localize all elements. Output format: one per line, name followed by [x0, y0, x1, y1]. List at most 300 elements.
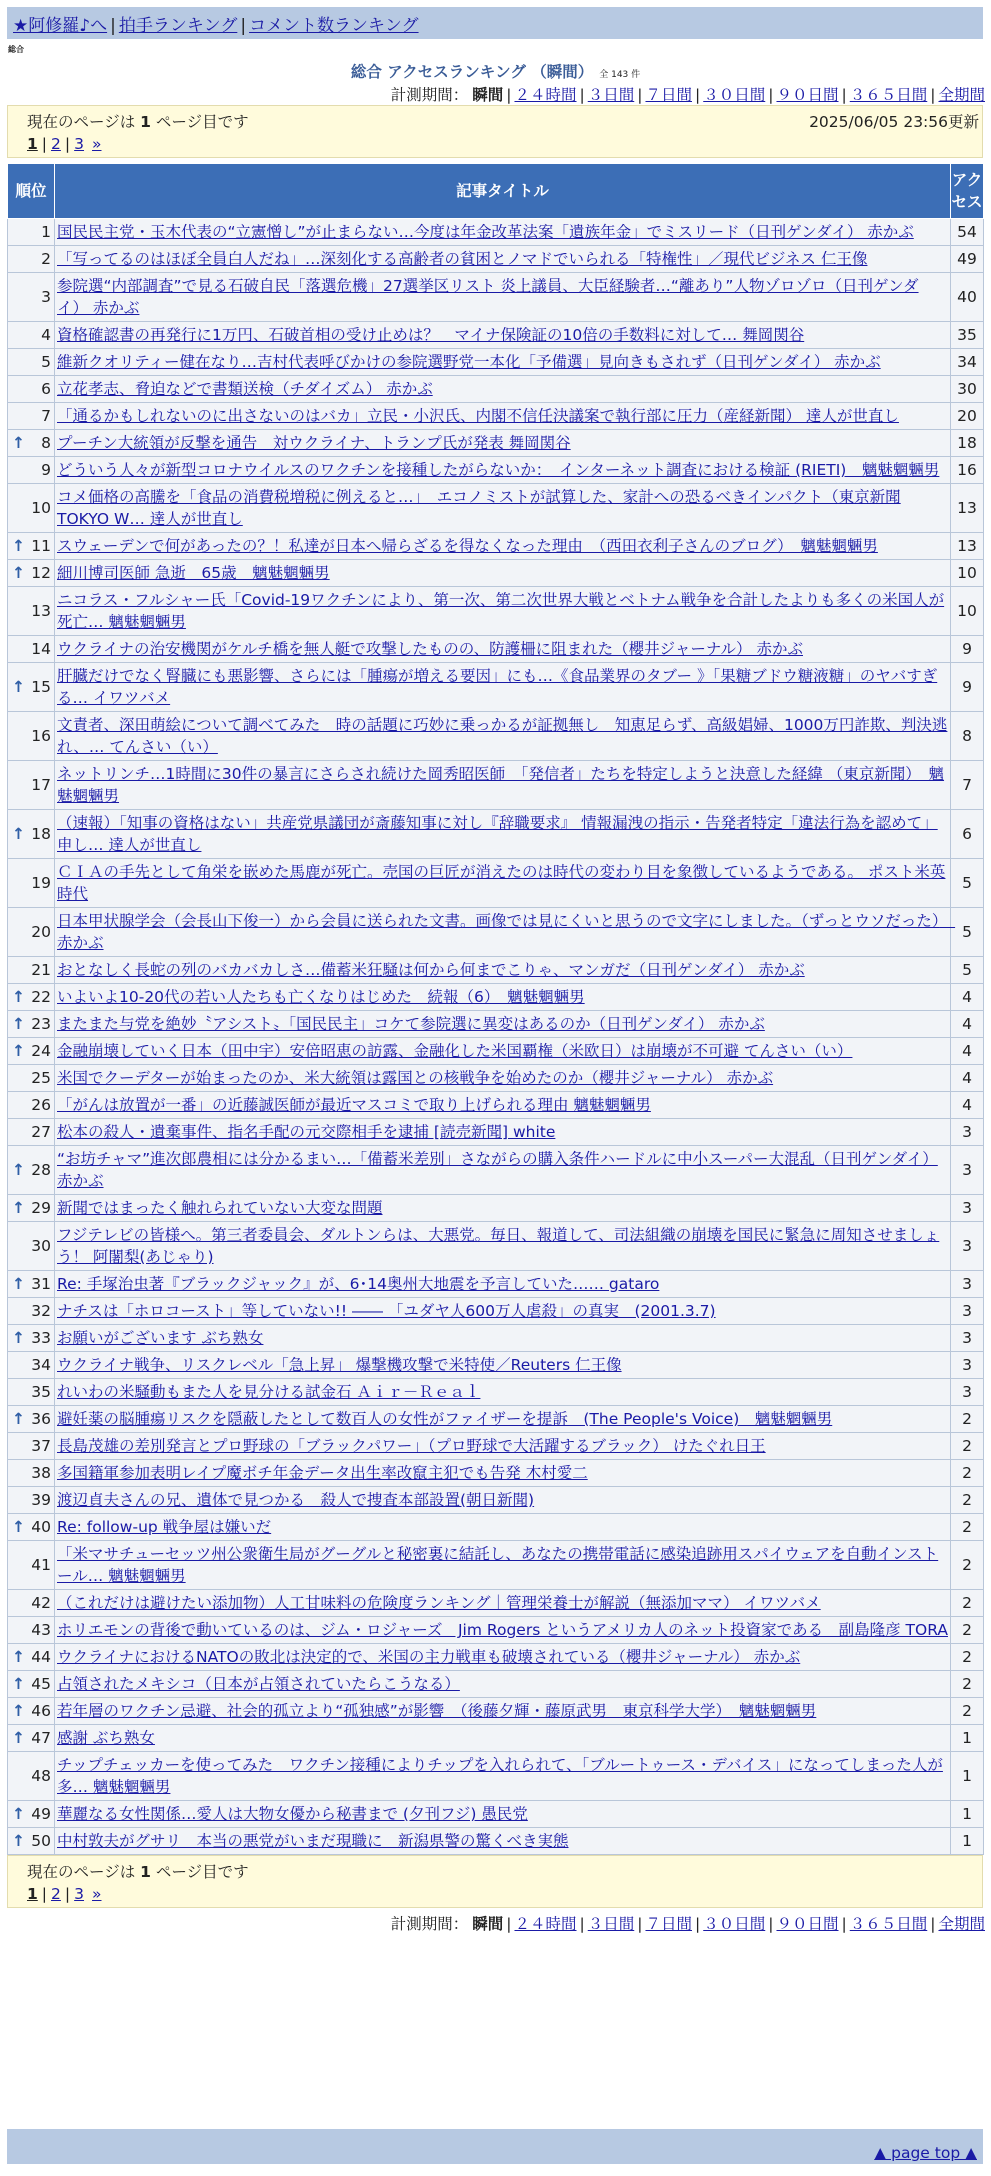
rank-cell	[8, 1752, 55, 1801]
article-link[interactable]: （これだけは避けたい添加物）人工甘味料の危険度ランキング｜管理栄養士が解説（無添加ママ） イワツバメ	[57, 1594, 821, 1612]
rank-cell	[8, 1541, 55, 1590]
access-count: 3	[951, 1379, 984, 1406]
title-cell	[55, 1011, 951, 1038]
period-current: 瞬間	[472, 86, 504, 104]
rank-cell	[8, 908, 55, 957]
pager-next[interactable]: »	[92, 1885, 102, 1903]
rank-cell	[8, 810, 55, 859]
table-row	[8, 1011, 984, 1038]
title-cell	[55, 1379, 951, 1406]
table-row	[8, 712, 984, 761]
article-link[interactable]: コメ価格の高騰を「食品の消費税増税に例えると…」 エコノミストが試算した、家計への恐るべきインパクト（東京新聞TOKYO W… 達人が世直し	[57, 488, 901, 528]
title-cell	[55, 484, 951, 533]
table-row	[8, 322, 984, 349]
access-count: 3	[951, 1146, 984, 1195]
current-page-text: 現在のページは 1 ページ目です	[27, 113, 249, 131]
table-row	[8, 1828, 984, 1855]
rank-number: 3	[41, 288, 51, 306]
title-cell	[55, 1617, 951, 1644]
pager-current: 1	[27, 1885, 38, 1903]
table-row	[8, 1541, 984, 1590]
access-count: 2	[951, 1514, 984, 1541]
nav-separator: |	[240, 16, 247, 36]
pager-top: 1 | 2 | 3 »	[27, 135, 102, 153]
table-row	[8, 1379, 984, 1406]
rank-up-arrow-icon: ↑	[12, 1518, 25, 1536]
period-current: 瞬間	[472, 1915, 504, 1933]
table-row	[8, 273, 984, 322]
pager-current: 1	[27, 135, 38, 153]
title-header: 記事タイトル	[55, 164, 951, 219]
pager-page-2[interactable]: 2	[51, 1885, 61, 1903]
article-link[interactable]: 若年層のワクチン忌避、社会的孤立より“孤独感”が影響 （後藤夕輝・藤原武男 東京科学大学） 魑魅魍魎男	[57, 1702, 817, 1720]
period-label: 計測期間：	[390, 1915, 469, 1933]
page-top-link[interactable]: ▲ page top ▲	[874, 2144, 977, 2162]
access-count: 3	[951, 1298, 984, 1325]
period-option[interactable]: ３０日間	[703, 1915, 766, 1933]
title-cell	[55, 761, 951, 810]
access-count: 54	[951, 219, 984, 246]
rank-cell	[8, 376, 55, 403]
article-link[interactable]: お願いがございます ぶち熟女	[57, 1329, 264, 1347]
period-option[interactable]: ９０日間	[776, 1915, 839, 1933]
table-row	[8, 560, 984, 587]
table-row	[8, 1092, 984, 1119]
rank-cell	[8, 1590, 55, 1617]
table-row	[8, 984, 984, 1011]
title-cell	[55, 810, 951, 859]
article-link[interactable]: 多国籍軍参加表明レイプ魔ボチ年金データ出生率改竄主犯でも告発 木村愛二	[57, 1464, 588, 1482]
article-link[interactable]: 「写ってるのはほぼ全員白人だね」…深刻化する高齢者の貧困とノマドでいられる「特権性」／現代ビジネス 仁王像	[57, 250, 868, 268]
rank-up-arrow-icon: ↑	[12, 1702, 25, 1720]
rank-up-arrow-icon: ↑	[12, 1042, 25, 1060]
table-row	[8, 1325, 984, 1352]
access-count: 4	[951, 1011, 984, 1038]
bottom-bar	[7, 2129, 983, 2164]
access-count: 4	[951, 984, 984, 1011]
rank-up-arrow-icon: ↑	[12, 1015, 25, 1033]
access-count: 35	[951, 322, 984, 349]
category-label: 総合	[8, 45, 24, 54]
rank-cell	[8, 533, 55, 560]
rank-cell	[8, 1222, 55, 1271]
article-link[interactable]: 占領されたメキシコ（日本が占領されていたらこうなる）	[57, 1675, 460, 1693]
rank-up-arrow-icon: ↑	[12, 537, 25, 555]
article-link[interactable]: ウクライナの治安機関がケルチ橋を無人艇で攻撃したものの、防護柵に阻まれた（櫻井ジャーナル） 赤かぶ	[57, 640, 803, 658]
rank-cell	[8, 1460, 55, 1487]
table-row	[8, 1671, 984, 1698]
rank-number: 12	[31, 564, 51, 582]
article-link[interactable]: 渡辺貞夫さんの兄、遺体で見つかる 殺人で捜査本部設置(朝日新聞)	[57, 1491, 535, 1509]
rank-number: 38	[31, 1464, 51, 1482]
rank-cell	[8, 957, 55, 984]
article-link[interactable]: ニコラス・フルシャー氏「Covid-19ワクチンにより、第一次、第二次世界大戦とベトナム戦争を合計したよりも多くの米国人が死亡… 魑魅魍魎男	[57, 591, 945, 631]
rank-cell	[8, 1433, 55, 1460]
article-link[interactable]: 維新クオリティー健在なり…吉村代表呼びかけの参院選野党一本化「予備選」見向きもされず（日刊ゲンダイ） 赤かぶ	[57, 353, 881, 371]
rank-cell	[8, 1119, 55, 1146]
rank-cell	[8, 663, 55, 712]
access-count: 18	[951, 430, 984, 457]
table-row	[8, 761, 984, 810]
ranking-table	[7, 163, 984, 1855]
pager-page-3[interactable]: 3	[74, 135, 85, 153]
rank-cell	[8, 1406, 55, 1433]
pager-bottom: 1 | 2 | 3 »	[27, 1885, 102, 1903]
rank-cell	[8, 1352, 55, 1379]
article-link[interactable]: 新聞ではまったく触れられていない大変な問題	[57, 1199, 383, 1217]
title-cell	[55, 663, 951, 712]
access-count: 5	[951, 859, 984, 908]
rank-cell	[8, 984, 55, 1011]
period-selector-bottom: 計測期間： 瞬間 | ２４時間 | ３日間 | ７日間 | ３０日間 | ９０日間 | ３６５日間 | 全期間	[390, 1915, 985, 1933]
rank-number: 49	[31, 1805, 51, 1823]
table-row	[8, 636, 984, 663]
rank-up-arrow-icon: ↑	[12, 1675, 25, 1693]
rank-cell	[8, 1146, 55, 1195]
rank-number: 20	[31, 923, 51, 941]
article-link[interactable]: 金融崩壊していく日本（田中宇）安倍昭恵の訪露、金融化した米国覇権（米欧日）は崩壊が不可避 てんさい（い）	[57, 1042, 853, 1060]
period-option[interactable]: ３０日間	[703, 86, 766, 104]
rank-number: 32	[31, 1302, 51, 1320]
period-option[interactable]: ２４時間	[514, 86, 577, 104]
rank-cell	[8, 560, 55, 587]
rank-header: 順位	[8, 164, 55, 219]
title-cell	[55, 457, 951, 484]
rank-cell	[8, 246, 55, 273]
table-row	[8, 457, 984, 484]
rank-number: 41	[31, 1556, 51, 1574]
table-row	[8, 246, 984, 273]
rank-cell	[8, 1698, 55, 1725]
table-header	[8, 164, 984, 219]
title-cell	[55, 1352, 951, 1379]
page-title-text: 総合 アクセスランキング （瞬間）	[350, 63, 594, 81]
home-link[interactable]: ★阿修羅♪へ	[13, 16, 108, 36]
title-cell	[55, 1092, 951, 1119]
rank-cell	[8, 1671, 55, 1698]
access-count: 7	[951, 761, 984, 810]
article-link[interactable]: スウェーデンで何があったの？！私達が日本へ帰らざるを得なくなった理由 （西田衣利子さんのブログ） 魑魅魍魎男	[57, 537, 878, 555]
rank-number: 9	[41, 461, 51, 479]
title-cell	[55, 984, 951, 1011]
rank-cell	[8, 1828, 55, 1855]
article-link[interactable]: ホリエモンの背後で動いているのは、ジム・ロジャーズ Jim Rogers というアメリカ人のネット投資家である 副島隆彦 TORA	[57, 1621, 948, 1639]
rank-cell	[8, 430, 55, 457]
access-count: 3	[951, 1325, 984, 1352]
title-cell	[55, 1698, 951, 1725]
access-count: 9	[951, 663, 984, 712]
access-count: 9	[951, 636, 984, 663]
rank-cell	[8, 457, 55, 484]
article-link[interactable]: 松本の殺人・遺棄事件、指名手配の元交際相手を逮捕 [読売新聞] white	[57, 1123, 556, 1141]
rank-number: 42	[31, 1594, 51, 1612]
rank-up-arrow-icon: ↑	[12, 988, 25, 1006]
table-row	[8, 403, 984, 430]
article-link[interactable]: ネットリンチ…1時間に30件の暴言にさらされ続けた岡秀昭医師 「発信者」たちを特定しようと決意した経緯 （東京新聞） 魑魅魍魎男	[57, 765, 945, 805]
rank-cell	[8, 1514, 55, 1541]
rank-number: 19	[31, 874, 51, 892]
access-count: 2	[951, 1671, 984, 1698]
title-cell	[55, 1433, 951, 1460]
access-count: 1	[951, 1801, 984, 1828]
rank-number: 11	[31, 537, 51, 555]
article-link[interactable]: 国民民主党・玉木代表の“立憲憎し”が止まらない…今度は年金改革法案「遺族年金」でミスリード（日刊ゲンダイ） 赤かぶ	[57, 223, 914, 241]
rank-number: 39	[31, 1491, 51, 1509]
article-link[interactable]: おとなしく長蛇の列のバカバカしさ…備蓄米狂騒は何から何までこりゃ、マンガだ（日刊ゲンダイ） 赤かぶ	[57, 961, 805, 979]
access-count: 1	[951, 1725, 984, 1752]
period-option[interactable]: ９０日間	[776, 86, 839, 104]
title-cell	[55, 533, 951, 560]
period-option[interactable]: ３日間	[587, 86, 635, 104]
table-row	[8, 1725, 984, 1752]
rank-up-arrow-icon: ↑	[12, 1832, 25, 1850]
table-row	[8, 1433, 984, 1460]
rank-number: 23	[31, 1015, 51, 1033]
title-cell	[55, 859, 951, 908]
access-count: 40	[951, 273, 984, 322]
title-cell	[55, 1801, 951, 1828]
rank-cell	[8, 1065, 55, 1092]
table-row	[8, 1514, 984, 1541]
rank-number: 30	[31, 1237, 51, 1255]
clap-ranking-link[interactable]: 拍手ランキング	[118, 16, 238, 36]
rank-number: 29	[31, 1199, 51, 1217]
rank-cell	[8, 219, 55, 246]
article-link[interactable]: ウクライナにおけるNATOの敗北は決定的で、米国の主力戦車も破壊されている（櫻井ジャーナル） 赤かぶ	[57, 1648, 801, 1666]
title-cell	[55, 1460, 951, 1487]
rank-number: 46	[31, 1702, 51, 1720]
rank-up-arrow-icon: ↑	[12, 1161, 25, 1179]
article-link[interactable]: 文責者、深田萌絵について調べてみた 時の話題に巧妙に乗っかるが証拠無し 知恵足らず、高級娼婦、1000万円詐欺、判決逃れ、… てんさい（い）	[57, 716, 948, 756]
rank-up-arrow-icon: ↑	[12, 1729, 25, 1747]
comment-ranking-link[interactable]: コメント数ランキング	[249, 16, 419, 36]
table-row	[8, 1119, 984, 1146]
title-cell	[55, 273, 951, 322]
article-link[interactable]: プーチン大統領が反撃を通告 対ウクライナ、トランプ氏が発表 舞岡関谷	[57, 434, 571, 452]
access-count: 2	[951, 1590, 984, 1617]
rank-number: 2	[41, 250, 51, 268]
rank-number: 25	[31, 1069, 51, 1087]
article-link[interactable]: 日本甲状腺学会（会長山下俊一）から会員に送られた文書。画像では見にくいと思うので文字にしました。（ずっとウソだった） 赤かぶ	[57, 912, 956, 952]
title-cell	[55, 1119, 951, 1146]
table-row	[8, 1195, 984, 1222]
rank-up-arrow-icon: ↑	[12, 678, 25, 696]
rank-number: 16	[31, 727, 51, 745]
access-header: アクセス	[951, 164, 984, 219]
article-link[interactable]: れいわの米騒動もまた人を見分ける試金石 Ａｉｒ－Ｒｅａｌ	[57, 1383, 481, 1401]
access-count: 16	[951, 457, 984, 484]
title-cell	[55, 1406, 951, 1433]
rank-number: 21	[31, 961, 51, 979]
table-row	[8, 1487, 984, 1514]
title-cell	[55, 1195, 951, 1222]
page-info-top	[7, 105, 983, 158]
article-link[interactable]: フジテレビの皆様へ。第三者委員会、ダルトンらは、大悪党。毎日、報道して、司法組織の崩壊を国民に緊急に周知させましょう！ 阿闍梨(あじゃり)	[57, 1226, 940, 1266]
access-count: 20	[951, 403, 984, 430]
period-option[interactable]: ２４時間	[514, 1915, 577, 1933]
rank-number: 22	[31, 988, 51, 1006]
pager-page-2[interactable]: 2	[51, 135, 61, 153]
access-count: 3	[951, 1222, 984, 1271]
article-link[interactable]: ウクライナ戦争、リスクレベル「急上昇」 爆撃機攻撃で米特使／Reuters 仁王像	[57, 1356, 622, 1374]
access-count: 2	[951, 1698, 984, 1725]
table-row	[8, 533, 984, 560]
article-link[interactable]: 立花孝志、脅迫などで書類送検（チダイズム） 赤かぶ	[57, 380, 433, 398]
title-cell	[55, 712, 951, 761]
rank-number: 8	[41, 434, 51, 452]
rank-up-arrow-icon: ↑	[12, 825, 25, 843]
access-count: 2	[951, 1433, 984, 1460]
table-row	[8, 1352, 984, 1379]
rank-number: 44	[31, 1648, 51, 1666]
title-cell	[55, 1487, 951, 1514]
rank-number: 24	[31, 1042, 51, 1060]
title-cell	[55, 1271, 951, 1298]
article-link[interactable]: 肝臓だけでなく腎臓にも悪影響、さらには「腫瘍が増える要因」にも…《食品業界のタブー 》「果糖ブドウ糖液糖」のヤバすぎる… イワツバメ	[57, 667, 938, 707]
period-option[interactable]: ７日間	[645, 1915, 692, 1933]
article-link[interactable]: チップチェッカーを使ってみた ワクチン接種によりチップを入れられて、「ブルートゥース・デバイス」になってしまった人が多… 魑魅魍魎男	[57, 1756, 943, 1796]
rank-number: 18	[31, 825, 51, 843]
period-option[interactable]: ３６５日間	[849, 86, 928, 104]
pager-page-3[interactable]: 3	[74, 1885, 85, 1903]
title-cell	[55, 1828, 951, 1855]
current-page-text: 現在のページは 1 ページ目です	[27, 1863, 249, 1881]
article-link[interactable]: いよいよ10-20代の若い人たちも亡くなりはじめた 続報（6） 魑魅魍魎男	[57, 988, 585, 1006]
table-row	[8, 376, 984, 403]
title-cell	[55, 1038, 951, 1065]
title-cell	[55, 246, 951, 273]
rank-cell	[8, 349, 55, 376]
rank-cell	[8, 484, 55, 533]
rank-number: 50	[31, 1832, 51, 1850]
article-link[interactable]: 華麗なる女性関係…愛人は大物女優から秘書まで (夕刊フジ) 愚民党	[57, 1805, 528, 1823]
article-link[interactable]: “お坊チャマ”進次郎農相には分かるまい…「備蓄米差別」さながらの購入条件ハードルに中小スーパー大混乱（日刊ゲンダイ） 赤かぶ	[57, 1150, 938, 1190]
rank-cell	[8, 1271, 55, 1298]
table-row	[8, 1590, 984, 1617]
rank-number: 1	[41, 223, 51, 241]
title-cell	[55, 322, 951, 349]
article-link[interactable]: 資格確認書の再発行に1万円、石破首相の受け止めは？ マイナ保険証の10倍の手数料に対して… 舞岡関谷	[57, 326, 805, 344]
article-link[interactable]: ナチスは「ホロコースト」等していない!! ―― 「ユダヤ人600万人虐殺」の真実 (2001.3.7)	[57, 1302, 716, 1320]
table-row	[8, 1038, 984, 1065]
title-cell	[55, 430, 951, 457]
article-link[interactable]: Re: 手塚治虫著『ブラックジャック』が、6･14奥州大地震を予言していた…… gataro	[57, 1275, 660, 1293]
article-link[interactable]: またまた与党を絶妙〝アシスト〟「国民民主」コケて参院選に異変はあるのか（日刊ゲンダイ） 赤かぶ	[57, 1015, 765, 1033]
title-cell	[55, 1725, 951, 1752]
table-row	[8, 1698, 984, 1725]
title-cell	[55, 1541, 951, 1590]
table-row	[8, 484, 984, 533]
rank-up-arrow-icon: ↑	[12, 1648, 25, 1666]
period-option[interactable]: ７日間	[645, 86, 692, 104]
article-link[interactable]: 「通るかもしれないのに出さないのはバカ」立民・小沢氏、内閣不信任決議案で執行部に圧力（産経新聞） 達人が世直し	[57, 407, 899, 425]
title-cell	[55, 1671, 951, 1698]
table-row	[8, 1752, 984, 1801]
article-link[interactable]: どういう人々が新型コロナウイルスのワクチンを接種したがらないか： インターネット調査における検証 (RIETI) 魑魅魍魎男	[57, 461, 940, 479]
period-option[interactable]: ３日間	[587, 1915, 635, 1933]
rank-cell	[8, 1644, 55, 1671]
table-row	[8, 1644, 984, 1671]
article-link[interactable]: 細川博司医師 急逝 65歳 魑魅魍魎男	[57, 564, 330, 582]
period-option[interactable]: 全期間	[938, 1915, 985, 1933]
access-count: 5	[951, 908, 984, 957]
page-title	[0, 60, 991, 82]
title-cell	[55, 376, 951, 403]
table-row	[8, 810, 984, 859]
article-link[interactable]: 「米マサチューセッツ州公衆衛生局がグーグルと秘密裏に結託し、あなたの携帯電話に感染追跡用スパイウェアを自動インストール… 魑魅魍魎男	[57, 1545, 939, 1585]
table-row	[8, 957, 984, 984]
access-count: 3	[951, 1271, 984, 1298]
table-row	[8, 1271, 984, 1298]
article-link[interactable]: Re: follow-up 戦争屋は嫌いだ	[57, 1518, 272, 1536]
article-link[interactable]: 参院選“内部調査”で見る石破自民「落選危機」27選挙区リスト 炎上議員、大臣経験者…“離あり”人物ゾロゾロ（日刊ゲンダイ） 赤かぶ	[57, 277, 919, 317]
updated-time: 2025/06/05 23:56更新	[809, 113, 979, 131]
rank-up-arrow-icon: ↑	[12, 1275, 25, 1293]
article-link[interactable]: 米国でクーデターが始まったのか、米大統領は露国との核戦争を始めたのか（櫻井ジャーナル） 赤かぶ	[57, 1069, 774, 1087]
title-cell	[55, 1065, 951, 1092]
access-count: 1	[951, 1752, 984, 1801]
rank-cell	[8, 322, 55, 349]
rank-cell	[8, 1725, 55, 1752]
top-nav	[7, 7, 983, 39]
rank-number: 35	[31, 1383, 51, 1401]
period-label: 計測期間：	[390, 86, 469, 104]
period-selector-top: 計測期間： 瞬間 | ２４時間 | ３日間 | ７日間 | ３０日間 | ９０日間 | ３６５日間 | 全期間	[390, 86, 985, 104]
article-link[interactable]: （速報）「知事の資格はない」共産党県議団が斎藤知事に対し『辞職要求』 情報漏洩の指示・告発者特定「違法行為を認めて」申し… 達人が世直し	[57, 814, 938, 854]
access-count: 30	[951, 376, 984, 403]
rank-number: 34	[31, 1356, 51, 1374]
access-count: 2	[951, 1541, 984, 1590]
article-link[interactable]: ＣＩＡの手先として角栄を嵌めた馬鹿が死亡。売国の巨匠が消えたのは時代の変わり目を象徴しているようである。 ポスト米英時代	[57, 863, 946, 903]
rank-cell	[8, 712, 55, 761]
table-row	[8, 219, 984, 246]
access-count: 2	[951, 1487, 984, 1514]
title-cell	[55, 1590, 951, 1617]
title-cell	[55, 1146, 951, 1195]
article-link[interactable]: 中村敦夫がグサリ 本当の悪党がいまだ現職に 新潟県警の驚くべき実態	[57, 1832, 569, 1850]
rank-number: 15	[31, 678, 51, 696]
pager-next[interactable]: »	[92, 135, 102, 153]
period-option[interactable]: 全期間	[938, 86, 985, 104]
title-cell	[55, 908, 956, 957]
title-cell	[55, 1222, 951, 1271]
rank-up-arrow-icon: ↑	[12, 1329, 25, 1347]
table-row	[8, 859, 984, 908]
rank-number: 40	[31, 1518, 51, 1536]
rank-cell	[8, 1038, 55, 1065]
article-link[interactable]: 「がんは放置が一番」の近藤誠医師が最近マスコミで取り上げられる理由 魑魅魍魎男	[57, 1096, 651, 1114]
table-row	[8, 1460, 984, 1487]
article-link[interactable]: 避妊薬の脳腫瘍リスクを隠蔽したとして数百人の女性がファイザーを提訴 (The People's Voice) 魑魅魍魎男	[57, 1410, 833, 1428]
rank-cell	[8, 1092, 55, 1119]
access-count: 8	[951, 712, 984, 761]
rank-number: 10	[31, 499, 51, 517]
access-count: 5	[951, 957, 984, 984]
rank-number: 45	[31, 1675, 51, 1693]
period-option[interactable]: ３６５日間	[849, 1915, 928, 1933]
table-row	[8, 430, 984, 457]
title-cell	[55, 1298, 951, 1325]
rank-number: 31	[31, 1275, 51, 1293]
rank-number: 33	[31, 1329, 51, 1347]
table-row	[8, 1065, 984, 1092]
rank-cell	[8, 761, 55, 810]
access-count: 6	[951, 810, 984, 859]
title-cell	[55, 636, 951, 663]
article-link[interactable]: 長島茂雄の差別発言とプロ野球の「ブラックパワー」（プロ野球で大活躍するブラック） けたぐれ日王	[57, 1437, 766, 1455]
article-link[interactable]: 感謝 ぶち熟女	[57, 1729, 155, 1747]
title-cell	[55, 1514, 951, 1541]
